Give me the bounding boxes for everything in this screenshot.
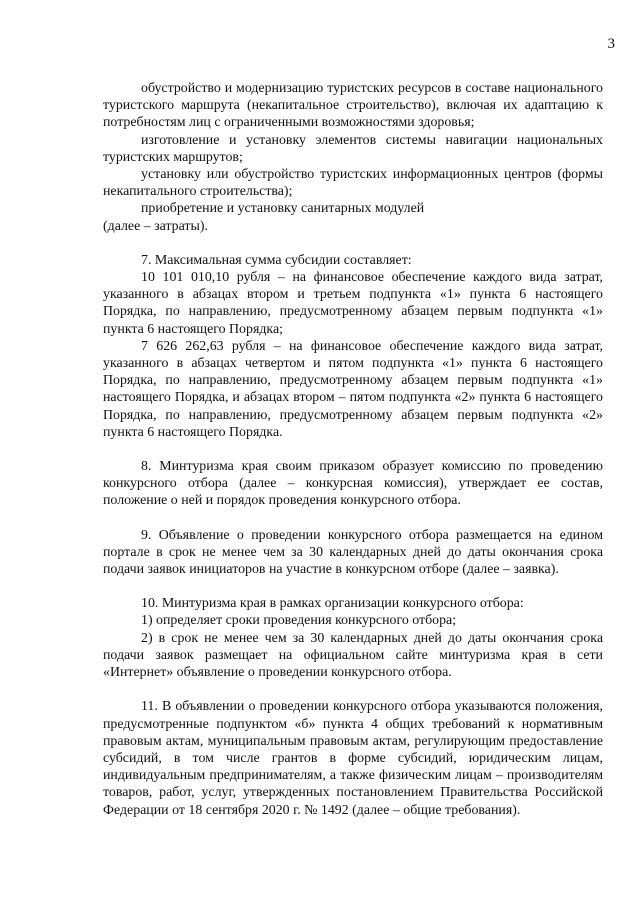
paragraph-section-7: 7. Максимальная сумма субсидии составляет:: [141, 252, 412, 268]
paragraph-section-10: 10. Минтуризма края в рамках организации конкурсного отбора:: [141, 596, 524, 612]
spacer: [103, 681, 603, 698]
paragraph-section-10-item-1: 1) определяет сроки проведения конкурсного отбора;: [141, 613, 457, 629]
paragraph-section-11: 11. В объявлении о проведении конкурсного отбора указываются положения, предусмотренные подпунктом «б» пункта 4 общих требований к нормативным правовым актам, муниципальным правовым актам, регулирующим предоставление субсидий, в том числе грантов в форме субсидий, юридическим лицам, индивидуальным предпринимателям, а также физическим лицам – производителям товаров, работ, услуг, утвержденных постановлением Правительства Российской Федерации от 18 сентября 2020 г. № 1492 (далее – общие требования).: [103, 699, 603, 818]
paragraph-tourist-resources: обустройство и модернизацию туристских ресурсов в составе национального туристского маршрута (некапитальное строительство), включая их адаптацию к потребностям лиц с ограниченными возможностями здоровья;: [103, 81, 603, 131]
paragraph-subsidy-amount-2: 7 626 262,63 рубля – на финансовое обеспечение каждого вида затрат, указанного в абзацах четвертом и пятом подпункта «1» пункта 6 настоящего Порядка, по направлению, предусмотренному абзацем первым подпункта «1» настоящего Порядка, и абзацах втором – пятом подпункта «2» пункта 6 настоящего Порядка, по направлению, предусмотренному абзацем первым подпункта «2» пункта 6 настоящего Порядка.: [103, 338, 603, 440]
paragraph-section-10-item-2: 2) в срок не менее чем за 30 календарных дней до даты окончания срока подачи заявок размещает на официальном сайте минтуризма края в сети «Интернет» объявление о проведении конкурсного отбора.: [103, 630, 603, 681]
paragraph-navigation-elements: изготовление и установку элементов системы навигации национальных туристских маршрутов;: [103, 132, 603, 165]
page-number: 3: [607, 36, 615, 52]
paragraph-section-9: 9. Объявление о проведении конкурсного отбора размещается на едином портале в срок не менее чем за 30 календарных дней до даты окончания срока подачи заявок инициаторов на участие в конкурсном отборе (далее – заявка).: [103, 527, 603, 578]
spacer: [103, 441, 603, 458]
spacer: [103, 578, 603, 595]
paragraph-info-centers: установку или обустройство туристских информационных центров (формы некапитального строительства);: [103, 167, 603, 200]
paragraph-costs-definition: (далее – затраты).: [103, 218, 208, 234]
paragraph-sanitary-modules: приобретение и установку санитарных модулей: [141, 201, 425, 217]
spacer: [103, 235, 603, 252]
spacer: [103, 510, 603, 527]
paragraph-subsidy-amount-1: 10 101 010,10 рубля – на финансовое обеспечение каждого вида затрат, указанного в абзацах втором и третьем подпункта «1» пункта 6 настоящего Порядка, по направлению, предусмотренному абзацем первым подпункта «1» пункта 6 настоящего Порядка;: [103, 270, 603, 337]
paragraph-section-8: 8. Минтуризма края своим приказом образует комиссию по проведению конкурсного отбора (далее – конкурсная комиссия), утверждает ее состав, положение о ней и порядок проведения конкурсного отбора.: [103, 459, 603, 509]
document-body: [103, 80, 603, 819]
